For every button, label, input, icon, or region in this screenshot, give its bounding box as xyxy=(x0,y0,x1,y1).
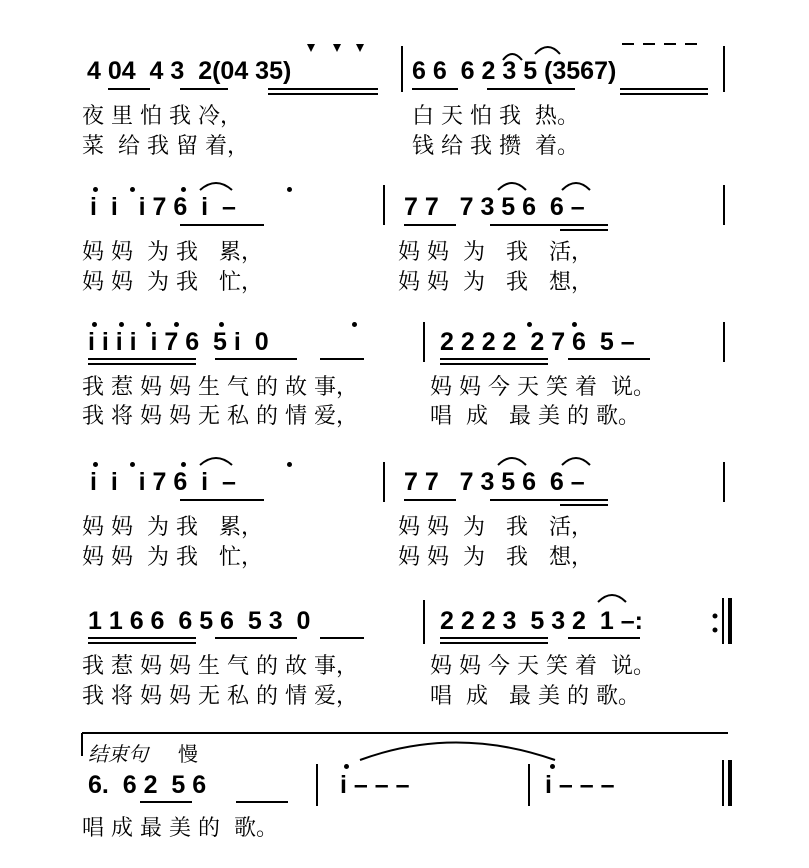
slur xyxy=(498,183,526,190)
lyrics-system1-line1-b: 白 天 怕 我 热。 xyxy=(412,104,579,129)
notes-system3-measure-a: i i i i i 7 6 5 i 0 xyxy=(88,328,269,356)
notes-system4-measure-a: i i i 7 6 i – xyxy=(90,468,236,496)
lyrics-system5-line1-b: 妈 妈 今 天 笑 着 说。 xyxy=(430,654,655,679)
lyrics-system5-line2-b: 唱 成 最 美 的 歌。 xyxy=(430,684,640,709)
lyrics-system1-line2-b: 钱 给 我 攒 着。 xyxy=(412,134,579,159)
lyrics-system4-line1-a: 妈 妈 为 我 累， xyxy=(82,515,263,540)
coda-label: 结束句 xyxy=(88,742,148,766)
notes-system2-measure-b: 7 7 7 3 5 6 6 – xyxy=(404,193,585,221)
lyrics-system1-line1-a: 夜 里 怕 我 冷， xyxy=(82,104,242,129)
notes-system5-measure-b: 2 2 2 3 5 3 2 1 –: xyxy=(440,607,643,635)
lyrics-system2-line2-a: 妈 妈 为 我 忙， xyxy=(82,270,263,295)
notes-coda-measure-c: i – – – xyxy=(545,771,615,799)
lyrics-system3-line2-b: 唱 成 最 美 的 歌。 xyxy=(430,404,640,429)
lyrics-system4-line2-a: 妈 妈 为 我 忙， xyxy=(82,545,263,570)
lyrics-coda: 唱 成 最 美 的 歌。 xyxy=(82,816,278,841)
notes-system1-measure-b: 6 6 6 2 3 5 (3567) xyxy=(412,57,617,85)
repeat-dot xyxy=(713,628,718,633)
lyrics-system2-line1-b: 妈 妈 为 我 活， xyxy=(398,240,593,265)
slur xyxy=(598,595,626,602)
repeat-dot xyxy=(713,614,718,619)
tie xyxy=(360,743,555,761)
lyrics-system1-line2-a: 菜 给 我 留 着， xyxy=(82,134,249,159)
slur xyxy=(200,183,232,190)
notes-system4-measure-b: 7 7 7 3 5 6 6 – xyxy=(404,468,585,496)
slur xyxy=(498,458,526,465)
lyrics-system3-line1-b: 妈 妈 今 天 笑 着 说。 xyxy=(430,375,655,400)
tempo-marking: 慢 xyxy=(178,742,198,766)
notes-system2-measure-a: i i i 7 6 i – xyxy=(90,193,236,221)
lyrics-system3-line2-a: 我 将 妈 妈 无 私 的 情 爱， xyxy=(82,404,358,429)
lyrics-system4-line1-b: 妈 妈 为 我 活， xyxy=(398,515,593,540)
notes-system5-measure-a: 1 1 6 6 6 5 6 5 3 0 xyxy=(88,607,311,635)
notes-system1-measure-a: 4 04 4 3 2(04 35) xyxy=(87,57,292,85)
slur xyxy=(535,47,560,54)
lyrics-system3-line1-a: 我 惹 妈 妈 生 气 的 故 事， xyxy=(82,375,358,400)
lyrics-system2-line2-b: 妈 妈 为 我 想， xyxy=(398,270,593,295)
lyrics-system5-line1-a: 我 惹 妈 妈 生 气 的 故 事， xyxy=(82,654,358,679)
lyrics-system2-line1-a: 妈 妈 为 我 累， xyxy=(82,240,263,265)
slur xyxy=(562,458,590,465)
notes-coda-measure-a: 6. 6 2 5 6 xyxy=(88,771,207,799)
lyrics-system4-line2-b: 妈 妈 为 我 想， xyxy=(398,545,593,570)
slur xyxy=(200,458,232,465)
lyrics-system5-line2-a: 我 将 妈 妈 无 私 的 情 爱， xyxy=(82,684,358,709)
notes-coda-measure-b: i – – – xyxy=(340,771,410,799)
slur xyxy=(562,183,590,190)
notes-system3-measure-b: 2 2 2 2 2 7 6 5 – xyxy=(440,328,635,356)
slur xyxy=(503,54,522,60)
